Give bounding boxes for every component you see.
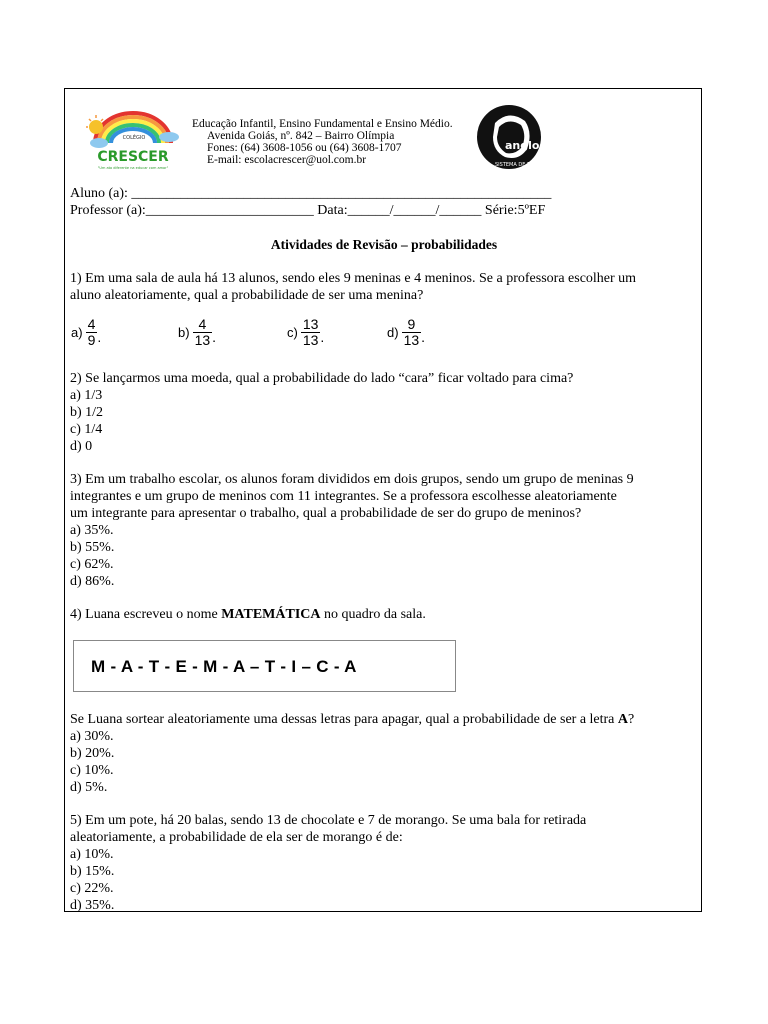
q1-option-b: b) $\frac{4}{13}$ . (178, 316, 217, 348)
q3-option-a: a) 35%. (70, 523, 114, 538)
q2-option-a: a) 1/3 (70, 388, 103, 403)
matematica-word-box: M - A - T - E - M - A – T - I – C - A (73, 640, 456, 692)
q5-option-b: b) 15%. (70, 864, 115, 879)
q2-text: 2) Se lançarmos uma moeda, qual a probabilidade do lado “cara” ficar voltado para cima? (70, 371, 574, 386)
q4-option-d: d) 5%. (70, 780, 108, 795)
q4-option-b: b) 20%. (70, 746, 115, 761)
q1-option-c: c) $\frac{13}{13}$ . (287, 316, 325, 348)
school-email: E-mail: escolacrescer@uol.com.br (207, 154, 367, 166)
worksheet-page (64, 88, 702, 912)
page-title: Atividades de Revisão – probabilidades (270, 237, 498, 252)
school-address: Avenida Goiás, nº. 842 – Bairro Olímpia (207, 130, 395, 142)
student-name-field: Aluno (a): ____________________________________________________________ (70, 186, 552, 201)
q1-text-line1: 1) Em uma sala de aula há 13 alunos, sendo eles 9 meninas e 4 meninos. Se a professora escolher um (70, 271, 637, 286)
svg-text:COLÉGIO: COLÉGIO (122, 135, 146, 141)
q3-text-line2: integrantes e um grupo de meninos com 11 integrantes. Se a professora escolhesse aleatoriamente (70, 489, 617, 504)
q3-option-d: d) 86%. (70, 574, 115, 589)
anglo-lion-logo-icon (475, 103, 547, 173)
svg-text:SISTEMA DE ENSINO: SISTEMA DE ENSINO (495, 162, 547, 168)
q5-option-d: d) 35%. (70, 898, 115, 913)
q5-option-a: a) 10%. (70, 847, 114, 862)
school-description: Educação Infantil, Ensino Fundamental e Ensino Médio. (192, 118, 453, 130)
q3-option-b: b) 55%. (70, 540, 115, 555)
q2-option-d: d) 0 (70, 439, 93, 454)
q2-option-b: b) 1/2 (70, 405, 104, 420)
q2-option-c: c) 1/4 (70, 422, 103, 437)
q3-text-line3: um integrante para apresentar o trabalho, qual a probabilidade de ser do grupo de meninos? (70, 506, 582, 521)
q3-text-line1: 3) Em um trabalho escolar, os alunos foram divididos em dois grupos, sendo um grupo de meninas 9 (70, 472, 634, 487)
svg-text:"Um ato diferente na educar co: "Um ato diferente na educar com amor" (97, 166, 169, 170)
q5-text-line2: aleatoriamente, a probabilidade de ela ser de morango é de: (70, 830, 403, 845)
q3-option-c: c) 62%. (70, 557, 114, 572)
q1-option-d: d) $\frac{9}{13}$ . (387, 316, 426, 348)
q5-option-c: c) 22%. (70, 881, 114, 896)
q4-option-c: c) 10%. (70, 763, 114, 778)
q4-option-a: a) 30%. (70, 729, 114, 744)
school-phones: Fones: (64) 3608-1056 ou (64) 3608-1707 (207, 142, 402, 154)
teacher-date-grade-field: Professor (a):________________________ Data:______/______/______ Série:5ºEF (70, 203, 546, 218)
q4-text: 4) Luana escreveu o nome MATEMÁTICA no quadro da sala. (70, 607, 426, 622)
q5-text-line1: 5) Em um pote, há 20 balas, sendo 13 de chocolate e 7 de morango. Se uma bala for retirada (70, 813, 587, 828)
crescer-logo-icon (83, 103, 183, 173)
q4-question: Se Luana sortear aleatoriamente uma dessas letras para apagar, qual a probabilidade de ser a letra A? (70, 712, 635, 727)
q1-option-a: a) $\frac{4}{9}$ . (71, 316, 102, 348)
svg-text:anglo: anglo (505, 139, 540, 152)
svg-text:CRESCER: CRESCER (97, 149, 169, 165)
q1-text-line2: aluno aleatoriamente, qual a probabilidade de ser uma menina? (70, 288, 424, 303)
